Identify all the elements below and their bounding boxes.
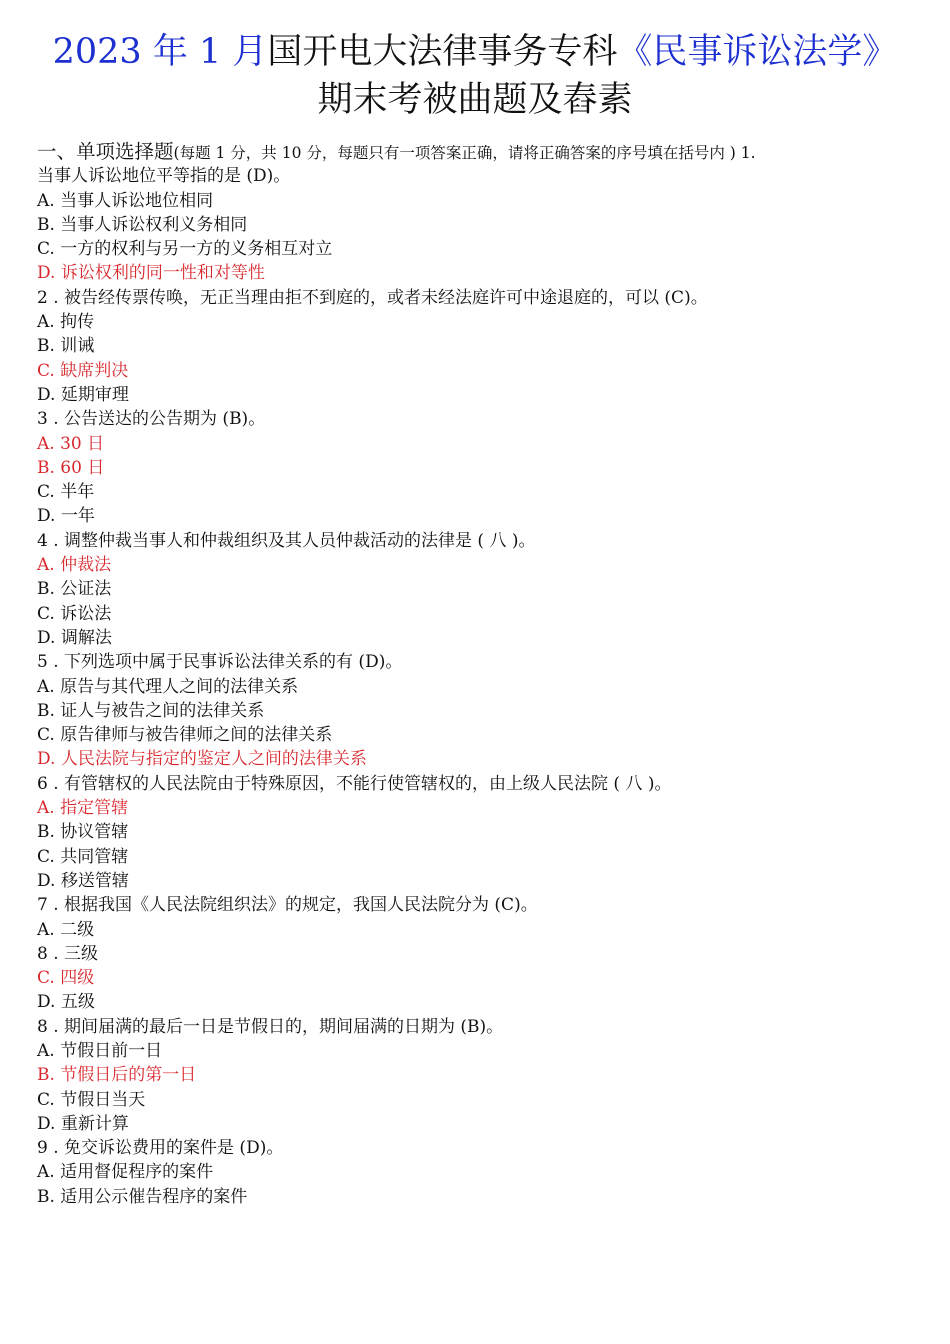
answer-option: C. 共同管辖 [37,846,129,867]
question-stem: 2 . 被告经传票传唤，无正当理由拒不到庭的，或者未经法庭许可中途退庭的，可以 (C)。 [37,287,708,308]
answer-option: C. 半年 [37,482,95,503]
answer-option-correct: D. 诉讼权利的同一性和对等性 [37,263,265,284]
question-stem: 7 . 根据我国《人民法院组织法》的规定，我国人民法院分为 (C)。 [37,895,538,916]
title-program: 国开电大法律事务专科 [267,32,618,72]
question-stem: 9 . 免交诉讼费用的案件是 (D)。 [37,1138,284,1159]
answer-option: 8 . 三级 [37,943,99,964]
answer-option: C. 原告律师与被告律师之间的法律关系 [37,725,333,746]
answer-option: A. 二级 [37,919,95,940]
answer-option: C. 节假日当天 [37,1089,146,1110]
answer-option: D. 移送管辖 [37,870,129,891]
answer-option: A. 原告与其代理人之间的法律关系 [37,676,299,697]
answer-option: D. 延期审理 [37,384,129,405]
section-heading: 一、单项选择题 [37,140,174,163]
document-subtitle: 期末考被曲题及舂素 [317,80,633,120]
section-instructions: (每题 1 分，共 10 分，每题只有一项答案正确，请将正确答案的序号填在括号内 ) 1. [173,144,756,162]
title-course: 《民事诉讼法学》 [617,32,898,72]
answer-option: C. 诉讼法 [37,603,112,624]
answer-option: D. 五级 [37,992,95,1013]
answer-option: D. 重新计算 [37,1113,129,1134]
answer-option-correct: B. 60 日 [37,457,105,478]
question-stem: 3 . 公告送达的公告期为 (B)。 [37,409,266,430]
question-stem: 当事人诉讼地位平等指的是 (D)。 [37,166,291,187]
answer-option-correct: A. 30 日 [37,433,105,454]
question-stem: 4 . 调整仲裁当事人和仲裁组织及其人员仲裁活动的法律是 ( 八 )。 [37,530,536,551]
answer-option-correct: A. 仲裁法 [37,555,112,576]
answer-option: B. 公证法 [37,579,112,600]
answer-option-correct: A. 指定管辖 [37,798,129,819]
answer-option: D. 一年 [37,506,95,527]
answer-option: A. 适用督促程序的案件 [37,1162,214,1183]
section-header [37,140,917,164]
answer-option: D. 调解法 [37,627,112,648]
document-title [0,30,950,74]
question-list [37,140,917,1209]
answer-option-correct: C. 四级 [37,968,95,989]
answer-option: B. 当事人诉讼权利义务相同 [37,214,248,235]
answer-option: A. 拘传 [37,312,95,333]
answer-option-correct: D. 人民法院与指定的鉴定人之间的法律关系 [37,749,367,770]
answer-option: B. 适用公示催告程序的案件 [37,1186,248,1207]
question-stem: 5 . 下列选项中属于民事诉讼法律关系的有 (D)。 [37,652,403,673]
answer-option: B. 训诫 [37,336,95,357]
answer-option: A. 当事人诉讼地位相同 [37,190,214,211]
question-stem: 6 . 有管辖权的人民法院由于特殊原因，不能行使管辖权的，由上级人民法院 ( 八 )。 [37,773,672,794]
answer-option: C. 一方的权利与另一方的义务相互对立 [37,239,333,260]
question-stem: 8 . 期间届满的最后一日是节假日的，期间届满的日期为 (B)。 [37,1016,504,1037]
answer-option-correct: B. 节假日后的第一日 [37,1065,197,1086]
answer-option: B. 协议管辖 [37,822,129,843]
answer-option: A. 节假日前一日 [37,1040,163,1061]
answer-option-correct: C. 缺席判决 [37,360,129,381]
answer-option: B. 证人与被告之间的法律关系 [37,700,265,721]
title-date: 2023 年 1 月 [52,32,268,72]
